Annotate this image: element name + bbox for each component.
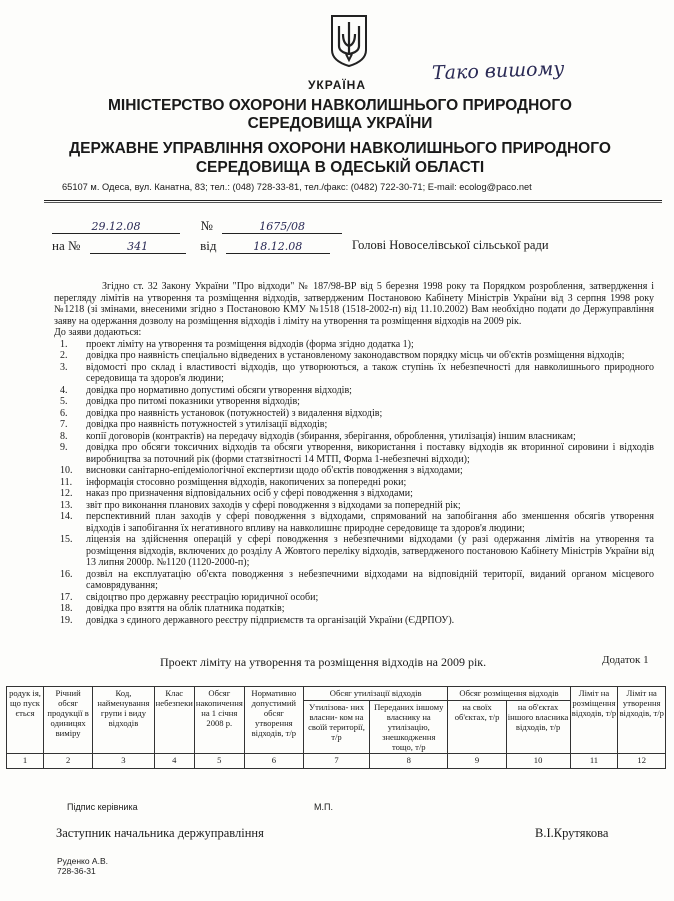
seal-place-label: М.П. xyxy=(314,802,333,812)
column-number: 12 xyxy=(618,754,666,769)
attachment-number: 19. xyxy=(60,614,73,626)
column-number: 11 xyxy=(570,754,618,769)
header-norm-volume: Нормативно допустимий обсяг утворення відходів, т/р xyxy=(244,687,303,754)
attachment-number: 9. xyxy=(60,442,68,453)
attachment-text: довідка про обсяги токсичних відходів та обсяги утворення, використання і поставку відходів як вторинної сировини і відходів виробництва за поточний рік (форми статзвітності 14 МТП, Форма 1-небезпечні відходи); xyxy=(86,442,654,465)
number-label: № xyxy=(200,218,213,233)
reference-date: 18.12.08 xyxy=(226,240,330,254)
attachment-text: наказ про призначення відповідальних осіб у сфері поводження з відходами; xyxy=(86,488,413,499)
column-number: 3 xyxy=(93,754,155,769)
limits-table xyxy=(6,686,666,769)
column-number: 4 xyxy=(154,754,194,769)
coat-of-arms-icon xyxy=(329,14,369,68)
attachment-item xyxy=(54,477,654,489)
attachment-item xyxy=(54,362,654,385)
outgoing-registration xyxy=(52,218,342,234)
attachment-text: довідка про питомі показники утворення відходів; xyxy=(86,396,300,407)
attachment-item xyxy=(54,569,654,592)
address-line: 65107 м. Одеса, вул. Канатна, 83; тел.: (048) 728-33-81, тел./факс: (0482) 722-30-71; E-mail: ecolog@paco.net xyxy=(62,182,532,192)
attachment-text: довідка з єдиного державного реєстру підприємств та організацій України (ЄДРПОУ). xyxy=(86,614,455,626)
executor-phone: 728-36-31 xyxy=(57,866,96,876)
header-divider-thin xyxy=(44,202,662,203)
attachment-text: копії договорів (контрактів) на передачу відходів (збирання, зберігання, оброблення, утилізація) іншим власникам; xyxy=(86,430,576,442)
country-title: УКРАЇНА xyxy=(307,78,367,92)
attachment-text: звіт про виконання планових заходів у сфері поводження з відходами за попередній рік; xyxy=(86,499,461,511)
main-paragraph: Згідно ст. 32 Закону України "Про відходи" № 187/98-ВР від 5 березня 1998 року та Порядком розроблення, затвердження і перегляду лімітів на утворення та розміщення відходів, затвердженим Постановою Кабінету Міністрів України від 3 серпня 1998 року №1218 (зі змінами, внесеними згідно з Постановою КМУ №1518 (1518-2002-п) від 11.10.2002) Вам необхідно подати до Держуправління заяву на одержання дозволу на розміщення відходів і ліміту на утворення та розміщення відходів на 2009 рік. xyxy=(54,281,654,327)
department-line-1: ДЕРЖАВНЕ УПРАВЛІННЯ ОХОРОНИ НАВКОЛИШНЬОГО ПРИРОДНОГО xyxy=(69,140,611,157)
attachment-text: ліцензія на здійснення операцій у сфері поводження з небезпечними відходами (у разі одержання лімітів на утворення та розміщення відходів, включених до розділу А Жовтого переліку відходів, затвердженого постановою Кабінету Міністрів України від 13 липня 2000р. №1120 (1120-2000-п); xyxy=(86,534,654,568)
column-number: 6 xyxy=(244,754,303,769)
attachment-item xyxy=(54,534,654,569)
header-product: родук ія, що пуск ється xyxy=(7,687,44,754)
from-label: від xyxy=(200,238,217,253)
column-number: 9 xyxy=(448,754,506,769)
attachment-item xyxy=(54,511,654,534)
attachment-number: 7. xyxy=(60,419,68,430)
attachment-number: 6. xyxy=(60,407,68,419)
department-line-2: СЕРЕДОВИЩА В ОДЕСЬКІЙ ОБЛАСТІ xyxy=(195,159,485,176)
attachment-text: дозвіл на експлуатацію об'єкта поводження з небезпечними відходами на відповідній території, виданий органом місцевого самоврядування; xyxy=(86,568,654,591)
project-title: Проект ліміту на утворення та розміщення відходів на 2009 рік. xyxy=(160,655,487,669)
attachment-text: довідка про наявність потужностей з утилізації відходів; xyxy=(86,419,328,430)
attachment-item xyxy=(54,385,654,397)
header-placement: Обсяг розміщення відходів xyxy=(448,687,570,701)
column-number: 10 xyxy=(506,754,570,769)
column-number: 5 xyxy=(194,754,244,769)
outgoing-number: 1675/08 xyxy=(222,220,342,234)
attachments-list xyxy=(54,339,654,627)
letter-body xyxy=(54,281,654,626)
attachment-item xyxy=(54,500,654,512)
header-limit-generation: Ліміт на утворення відходів, т/р xyxy=(618,687,666,754)
header-limit-placement: Ліміт на розміщення відходів, т/р xyxy=(570,687,618,754)
attachment-number: 4. xyxy=(60,384,68,396)
head-signature-label: Підпис керівника xyxy=(67,802,138,812)
recipient: Голові Новоселівської сільської ради xyxy=(352,238,549,252)
attachment-text: довідка про взяття на облік платника податків; xyxy=(86,603,285,614)
header-util-other: Переданих іншому власнику на утилізацію, знешкодження тощо, т/р xyxy=(370,701,448,754)
attachment-text: проект ліміту на утворення та розміщення відходів (форма згідно додатка 1); xyxy=(86,338,414,350)
attachment-item xyxy=(54,408,654,420)
attachment-text: довідка про наявність спеціально відведених в установленому законодавством порядку місць чи об'єктів розміщення відходів; xyxy=(86,350,625,361)
attachments-label: До заяви додаються: xyxy=(54,327,142,338)
outgoing-date: 29.12.08 xyxy=(52,220,180,234)
attachment-item xyxy=(54,488,654,500)
executor-name: Руденко А.В. xyxy=(57,856,108,866)
executor-info xyxy=(57,856,108,876)
reference-number: 341 xyxy=(90,240,186,254)
attachment-item xyxy=(54,465,654,477)
attachment-text: інформація стосовно розміщення відходів, накопичених за попередні роки; xyxy=(86,476,407,488)
attachment-text: перспективний план заходів у сфері поводження з відходами, спрямований на запобігання або зменшення обсягів утворення відходів і запобігання їх негативного впливу на навколишнє природне середовище та здоров'я людини; xyxy=(86,511,654,534)
ministry-title xyxy=(40,97,640,133)
attachment-number: 16. xyxy=(60,568,73,580)
attachment-number: 10. xyxy=(60,465,73,476)
attachment-number: 12. xyxy=(60,488,73,499)
column-number: 7 xyxy=(303,754,369,769)
header-place-own: на своїх об'єктах, т/р xyxy=(448,701,506,754)
attachment-item xyxy=(54,603,654,615)
attachment-number: 18. xyxy=(60,603,73,614)
attachment-text: відомості про склад і властивості відходів, що утворюються, а також ступінь їх небезпечності для навколишнього природного середовища та здоров'я людини; xyxy=(86,361,654,384)
column-number-row xyxy=(7,754,666,769)
reference-label: на № xyxy=(52,238,81,253)
header-hazard-class: Клас небезпеки xyxy=(154,687,194,754)
header-accumulated: Обсяг накопичення на 1 січня 2008 р. xyxy=(194,687,244,754)
header-waste-code: Код, найменування групи і виду відходів xyxy=(93,687,155,754)
handwritten-note: Тако вишому xyxy=(431,57,565,85)
attachment-number: 17. xyxy=(60,591,73,603)
header-utilization: Обсяг утилізації відходів xyxy=(303,687,448,701)
attachment-text: довідка про наявність установок (потужностей) з видалення відходів; xyxy=(86,407,383,419)
header-annual-volume: Річний обсяг продукції в одиницях виміру xyxy=(44,687,93,754)
column-number: 2 xyxy=(44,754,93,769)
attachment-item xyxy=(54,615,654,627)
attachment-number: 1. xyxy=(60,338,68,350)
header-divider xyxy=(44,200,662,201)
department-title xyxy=(40,139,640,177)
attachment-item xyxy=(54,431,654,443)
deputy-name: В.І.Крутякова xyxy=(535,826,609,840)
attachment-number: 2. xyxy=(60,350,68,361)
attachment-item xyxy=(54,339,654,351)
incoming-reference xyxy=(52,238,330,254)
attachment-number: 8. xyxy=(60,430,68,442)
attachment-number: 5. xyxy=(60,396,68,407)
attachment-number: 14. xyxy=(60,511,73,522)
attachment-item xyxy=(54,592,654,604)
attachment-text: свідоцтво про державну реєстрацію юридичної особи; xyxy=(86,591,319,603)
column-number: 8 xyxy=(370,754,448,769)
ministry-line-2: СЕРЕДОВИЩА УКРАЇНИ xyxy=(247,115,433,132)
attachment-text: висновки санітарно-епідеміологічної експертизи щодо об'єктів поводження з відходами; xyxy=(86,465,463,476)
attachment-text: довідка про нормативно допустимі обсяги утворення відходів; xyxy=(86,384,352,396)
attachment-number: 13. xyxy=(60,499,73,511)
attachment-item xyxy=(54,396,654,408)
header-util-own: Утилізова- них власни- ком на своїй території, т/р xyxy=(303,701,369,754)
ministry-line-1: МІНІСТЕРСТВО ОХОРОНИ НАВКОЛИШНЬОГО ПРИРОДНОГО xyxy=(108,97,572,114)
attachment-item xyxy=(54,350,654,362)
attachment-number: 11. xyxy=(60,476,73,488)
header-place-other: на об'єктах іншого власника відходів, т/р xyxy=(506,701,570,754)
appendix-label: Додаток 1 xyxy=(602,654,649,666)
attachment-item xyxy=(54,419,654,431)
column-number: 1 xyxy=(7,754,44,769)
attachment-number: 3. xyxy=(60,361,68,373)
attachment-item xyxy=(54,442,654,465)
attachment-number: 15. xyxy=(60,534,73,545)
deputy-title: Заступник начальника держуправління xyxy=(56,826,264,840)
